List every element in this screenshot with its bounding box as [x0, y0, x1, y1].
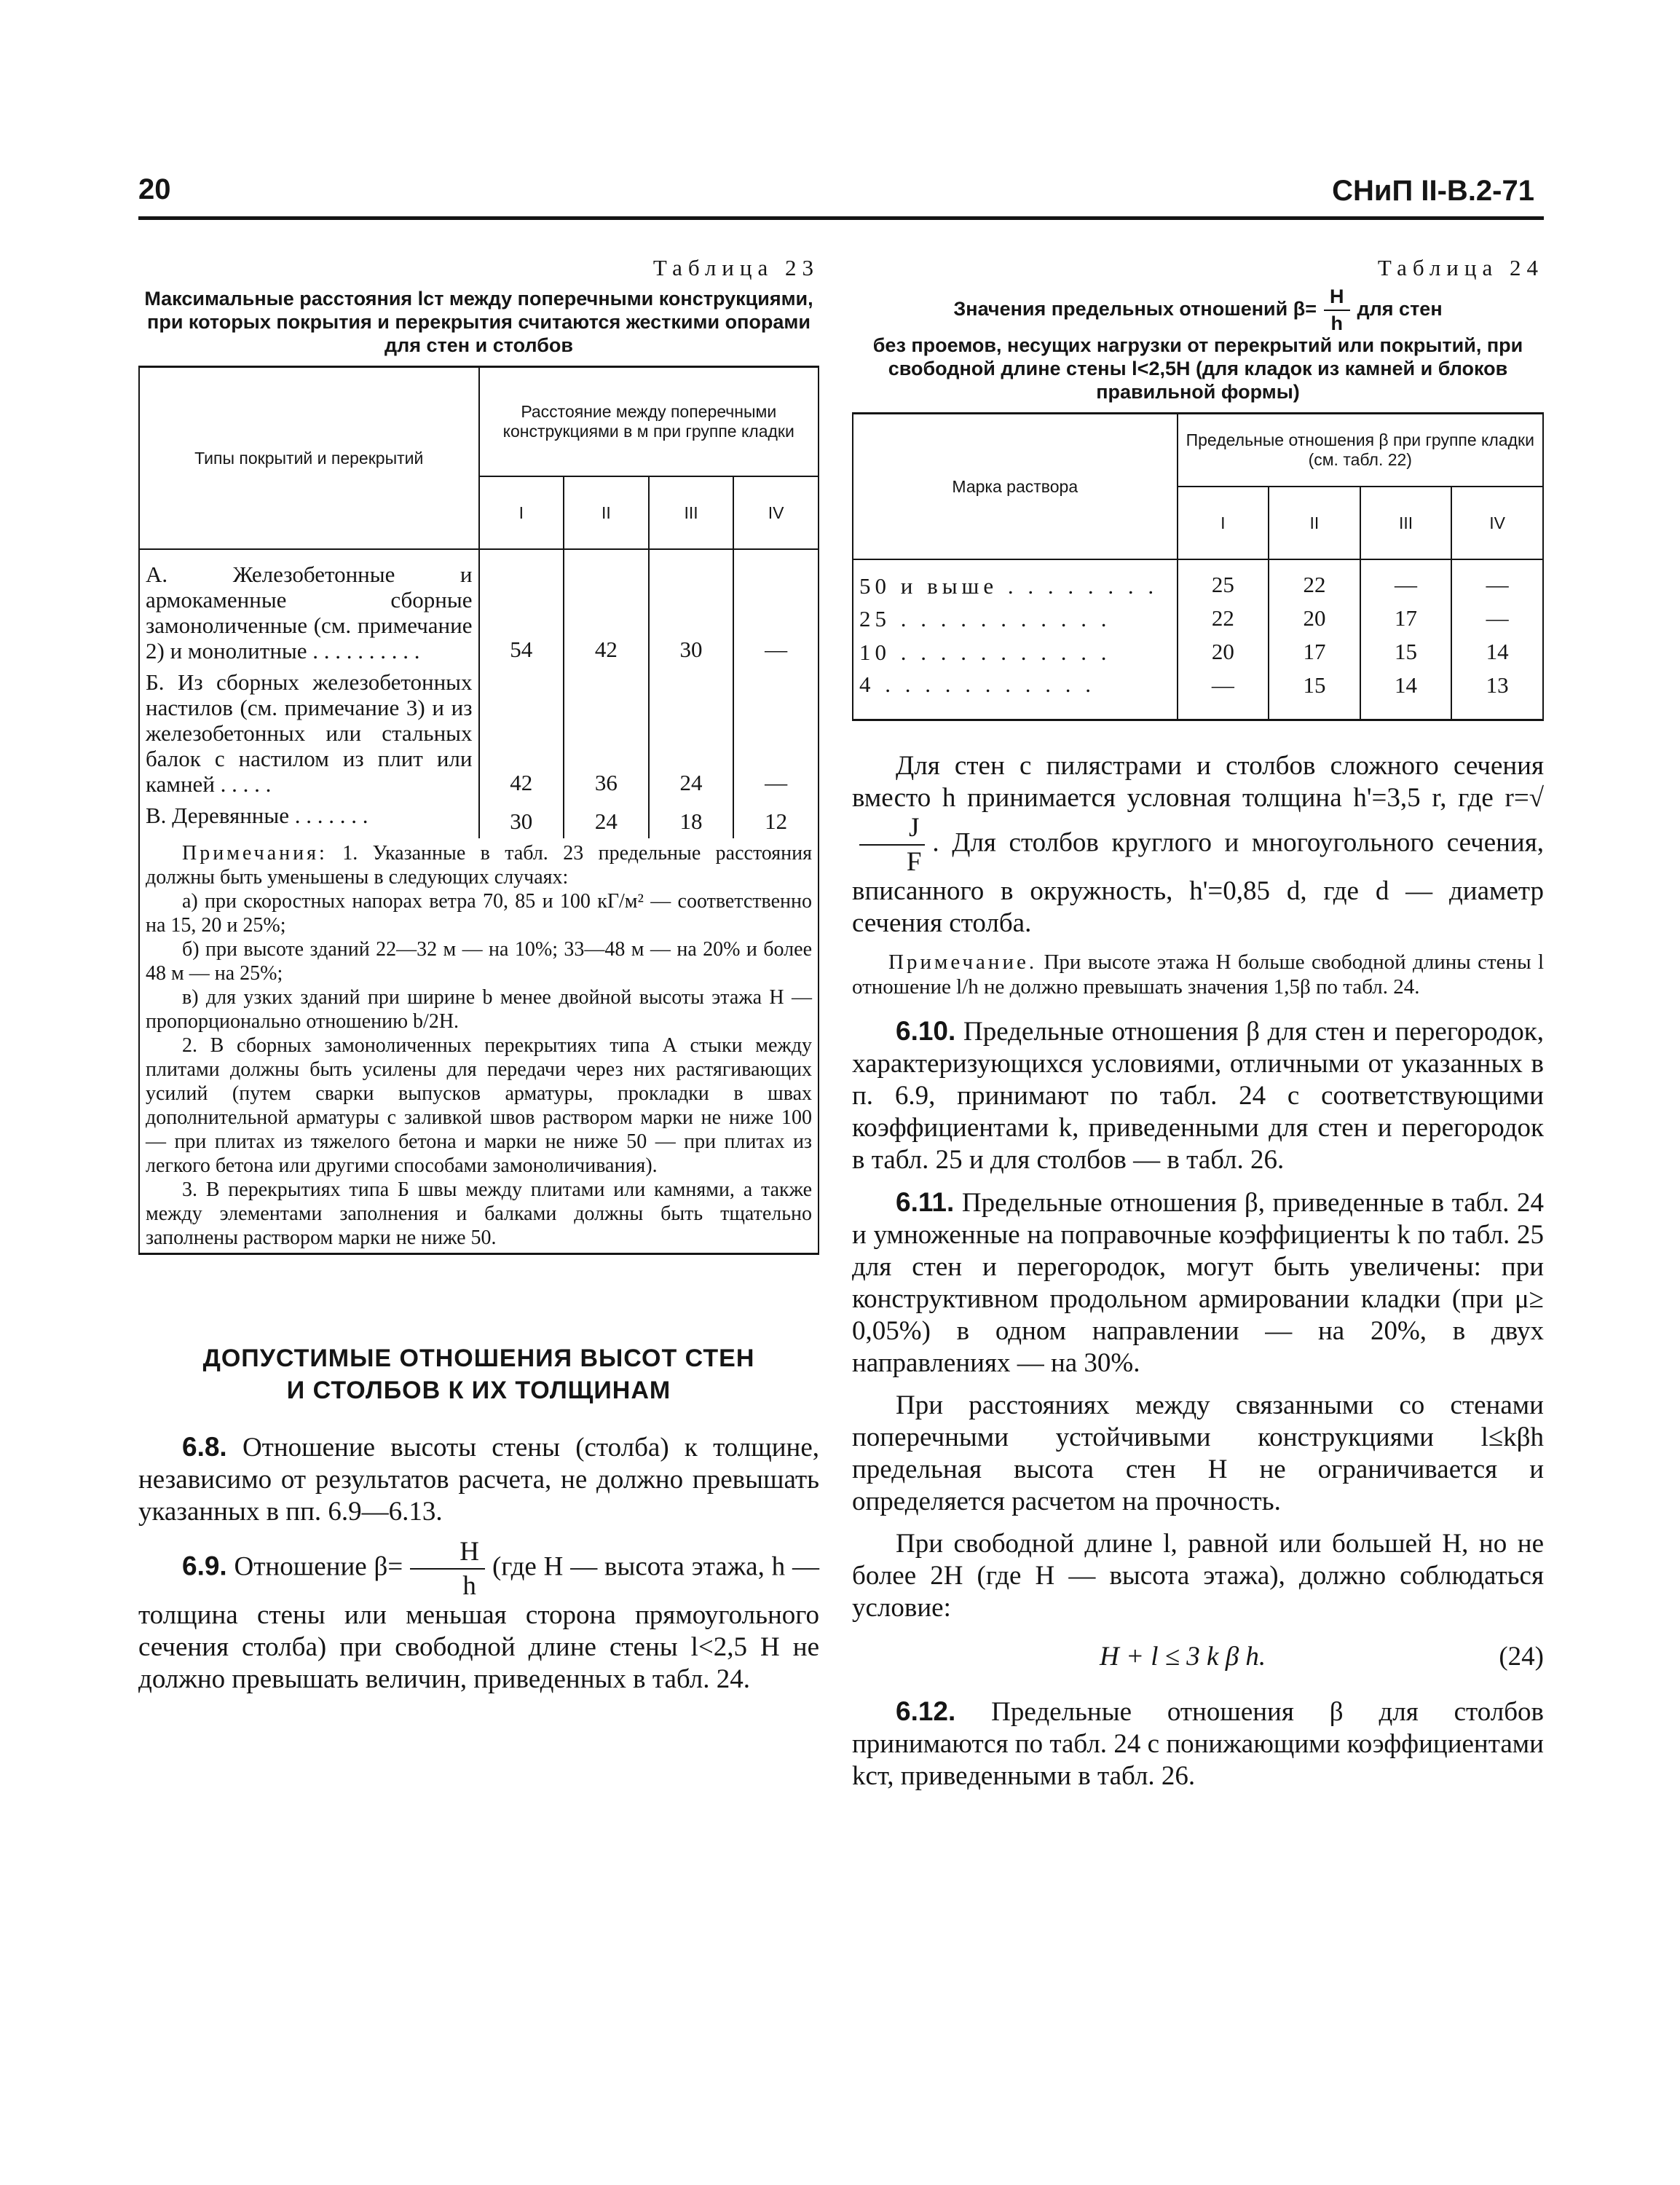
table-cell: 14 [1451, 635, 1543, 669]
paragraph-6-10 [852, 1015, 1544, 1176]
note-1b: б) при высоте зданий 22—32 м — на 10%; 33—48 м — на 20% и более 48 м — на 25%; [146, 938, 812, 985]
left-body [138, 1431, 819, 1696]
header-rule [138, 216, 1544, 220]
formula-expression: H + l ≤ 3 k β h. [1100, 1642, 1266, 1672]
table23-group-3: III [649, 476, 734, 549]
table-cell: 24 [564, 800, 649, 838]
table23-group-4: IV [733, 476, 819, 549]
paragraph-text: этажа, h — толщина стены или меньшая сторона прямоугольного сечения столба) при свободной длине стены l<2,5 H не должно превышать величин, приведенных в табл. 24. [138, 1551, 819, 1694]
page-number: 20 [138, 173, 171, 205]
table-cell: — [1178, 669, 1269, 720]
table24-group-4: IV [1451, 487, 1543, 559]
table24-header-ratio: Предельные отношения β при группе кладки (см. табл. 22) [1178, 414, 1543, 487]
right-body-clauses [852, 1015, 1544, 1624]
paragraph-text: Для стен с пилястрами и столбов сложного сечения вместо h принимается условная толщина h'=3,5 r, где r= [852, 751, 1544, 813]
clause-number: 6.11. [896, 1187, 955, 1217]
note-2: 2. В сборных замоноличенных перекрытиях типа А стыки между плитами должны быть усилены для передачи через них растягивающих усилий (путем сварки выпусков арматуры, прокладки в швах дополнительной арматуры с заливкой швов раствором марки не ниже 100 — при плитах из тяжелого бетона и марки не ниже 50 — при плитах из легкого бетона или другими способами замоноличивания). [146, 1034, 812, 1177]
paragraph-6-12 [852, 1696, 1544, 1792]
table24-row-label: 10 . . . . . . . . . . . [853, 635, 1178, 669]
table-cell: 42 [479, 666, 564, 800]
table-cell: 18 [649, 800, 734, 838]
paragraph-distance: При расстояниях между связанными со стенами поперечными устойчивыми конструкциями l≤kβh предельная высота стен H не ограничивается и определяется расчетом на прочность. [852, 1390, 1544, 1516]
table-cell: 30 [479, 800, 564, 838]
table24-row-label: 4 . . . . . . . . . . . [853, 669, 1178, 720]
table-row [139, 800, 819, 838]
table-row [853, 559, 1543, 602]
clause-number: 6.8. [182, 1432, 227, 1462]
table-cell: 22 [1178, 602, 1269, 635]
table-cell: 22 [1269, 559, 1360, 602]
table-cell: 20 [1178, 635, 1269, 669]
table23-notes [139, 838, 819, 1254]
table-cell: 54 [479, 549, 564, 666]
table-cell: — [1360, 559, 1452, 602]
note-1c: в) для узких зданий при ширине b менее двойной высоты этажа H — пропорционально отношению b/2H. [146, 986, 812, 1033]
table-cell: — [733, 666, 819, 800]
table23-header-distance: Расстояние между поперечными конструкциями в м при группе кладки [479, 367, 819, 477]
table-cell: 13 [1451, 669, 1543, 720]
formula-24 [852, 1639, 1544, 1675]
table23-row-a-label: А. Железобетонные и армокаменные сборные замоноличенные (см. примечание 2) и монолитные . . . . . . . . . . [139, 549, 479, 666]
table24-title [852, 287, 1544, 403]
table-cell: 17 [1269, 635, 1360, 669]
table-cell: 42 [564, 549, 649, 666]
paragraph-text: . Для столбов круглого и многоугольного сечения, вписанного в окружность, h'=0,85 d, где d — диаметр сечения столба. [852, 827, 1544, 938]
table24-group-1: I [1178, 487, 1269, 559]
table23-group-1: I [479, 476, 564, 549]
note-text: При высоте этажа H больше свободной длины стены l отношение l/h не должно превышать значения 1,5β по табл. 24. [852, 950, 1545, 999]
table-cell: 14 [1360, 669, 1452, 720]
paragraph-pilasters [852, 750, 1544, 940]
table-cell: 12 [733, 800, 819, 838]
note-1a: а) при скоростных напорах ветра 70, 85 и 100 кГ/м² — соответственно на 15, 20 и 25%; [146, 890, 812, 937]
note-3: 3. В перекрытиях типа Б швы между плитами или камнями, а также между элементами заполнения и балками должны быть тщательно заполнены раствором марки не ниже 50. [146, 1178, 812, 1249]
table-row [853, 602, 1543, 635]
table24-label: Таблица 24 [1377, 255, 1544, 280]
right-note [852, 950, 1544, 999]
section-heading-line1: ДОПУСТИМЫЕ ОТНОШЕНИЯ ВЫСОТ СТЕН [202, 1345, 755, 1372]
table24-header-mark: Марка раствора [853, 414, 1178, 560]
clause-number: 6.10. [896, 1016, 956, 1046]
paragraph-text: Отношение β= [234, 1551, 403, 1582]
table23-group-2: II [564, 476, 649, 549]
table-cell: 15 [1269, 669, 1360, 720]
table-row [853, 635, 1543, 669]
formula-number: (24) [1499, 1642, 1544, 1672]
note-lead: Примечание. [888, 950, 1038, 974]
paragraph-6-11 [852, 1186, 1544, 1379]
note-1: 1. Указанные в табл. 23 предельные расстояния должны быть уменьшены в следующих случаях: [146, 842, 813, 889]
table24-title-start: Значения предельных отношений β= [953, 298, 1317, 320]
right-body [852, 750, 1544, 940]
paragraph-6-9 [138, 1538, 819, 1696]
paragraph-text: (где H — высота [492, 1551, 685, 1582]
table24-group-2: II [1269, 487, 1360, 559]
fraction [1324, 287, 1350, 334]
right-body-final [852, 1696, 1544, 1792]
notes-lead: Примечания: [182, 842, 328, 865]
table-row [139, 549, 819, 666]
table-cell: — [1451, 559, 1543, 602]
table23-title: Максимальные расстояния lст между поперечными конструкциями, при которых покрытия и перекрытия считаются жесткими опорами для стен и столбов [144, 288, 813, 356]
sqrt-symbol: √ [1529, 783, 1544, 813]
right-column [852, 248, 1544, 1803]
table-cell: 17 [1360, 602, 1452, 635]
table23 [138, 366, 819, 1255]
table24 [852, 412, 1544, 721]
table-row [139, 666, 819, 800]
table23-header-types: Типы покрытий и перекрытий [139, 367, 479, 550]
table24-row-label: 25 . . . . . . . . . . . [853, 602, 1178, 635]
table-cell: — [733, 549, 819, 666]
paragraph-text: Предельные отношения β, приведенные в табл. 24 и умноженные на поправочные коэффициенты k по табл. 25 для стен и перегородок, могут быть увеличены: при конструктивном продольном армировании кладки (при μ≥ 0,05%) в одном направлении — на 20%, в двух направлениях — на 30%. [852, 1188, 1544, 1378]
clause-number: 6.12. [896, 1696, 956, 1726]
section-heading [138, 1342, 819, 1406]
table24-title-rest: без проемов, несущих нагрузки от перекрытий или покрытий, при свободной длине стены l<2,5H (для кладок из камней и блоков правильной формы) [872, 334, 1523, 403]
fraction-denominator: h [462, 1571, 476, 1601]
fraction-numerator: J [859, 814, 925, 846]
paragraph-6-8 [138, 1431, 819, 1528]
fraction-denominator: h [1330, 312, 1344, 334]
table23-row-b-label: Б. Из сборных железобетонных настилов (см. примечание 3) и из железобетонных или стальных балок с настилом из плит или камней . . . . . [139, 666, 479, 800]
fraction-numerator: H [410, 1538, 485, 1570]
table24-title-end: для стен [1357, 298, 1443, 320]
document-title: СНиП II-В.2-71 [1332, 175, 1534, 207]
table23-row-c-label: В. Деревянные . . . . . . . [139, 800, 479, 838]
paragraph-text: Предельные отношения β для стен и перегородок, характеризующихся условиями, отличными от указанных в п. 6.9, принимают по табл. 24 с соответствующими коэффициентами k, приведенными для стен и перегородок в табл. 25 и для столбов — в табл. 26. [852, 1017, 1545, 1175]
section-heading-line2: И СТОЛБОВ К ИХ ТОЛЩИНАМ [286, 1377, 671, 1404]
table23-label: Таблица 23 [652, 255, 819, 280]
table-cell: 15 [1360, 635, 1452, 669]
table-cell: — [1451, 602, 1543, 635]
paragraph-free-length: При свободной длине l, равной или большей H, но не более 2H (где H — высота этажа), должно соблюдаться условие: [852, 1529, 1544, 1623]
table-cell: 20 [1269, 602, 1360, 635]
paragraph-text: Отношение высоты стены (столба) к толщине, независимо от результатов расчета, не должно превышать указанных в пп. 6.9—6.13. [138, 1433, 819, 1527]
table24-row-label: 50 и выше . . . . . . . . [853, 559, 1178, 602]
table-cell: 30 [649, 549, 734, 666]
paragraph-text: Предельные отношения β для столбов принимаются по табл. 24 с понижающими коэффициентами kст, приведенными в табл. 26. [852, 1697, 1544, 1791]
table24-group-3: III [1360, 487, 1452, 559]
table-cell: 24 [649, 666, 734, 800]
fraction-denominator: F [906, 847, 922, 877]
table-cell: 25 [1178, 559, 1269, 602]
fraction-numerator: H [1324, 287, 1350, 311]
clause-number: 6.9. [182, 1551, 227, 1581]
left-column [138, 248, 819, 1706]
fraction [410, 1538, 485, 1599]
table-cell: 36 [564, 666, 649, 800]
table-row [853, 669, 1543, 720]
fraction [859, 814, 925, 875]
